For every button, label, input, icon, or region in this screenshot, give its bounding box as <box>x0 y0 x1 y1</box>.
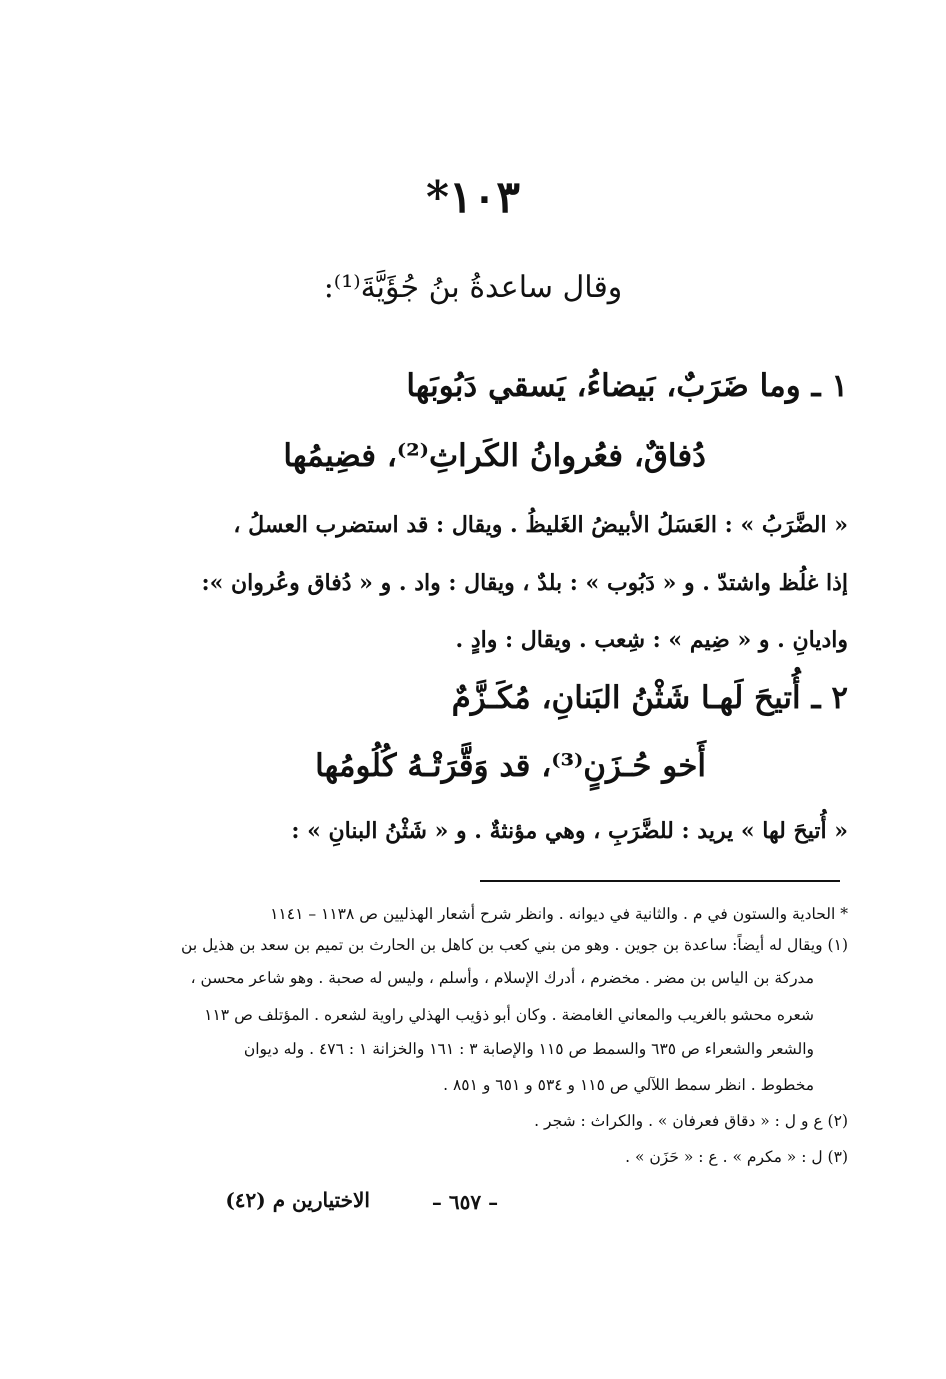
footnote-line: * الحادية والستون في م . والثانية في ديوانه . وانظر شرح أشعار الهذليين ص ١١٣٨ – ١١٤١ <box>270 905 848 923</box>
footnote-line: مخطوط . انظر سمط اللآلي ص ١١٥ و ٥٣٤ و ٦٥١ و ٨٥١ . <box>443 1076 814 1094</box>
book-signature: الاختيارين م (٤٢) <box>225 1188 370 1212</box>
verse-1-second-hemistich: دُفاقٌ، فعُروانُ الكَراثِ⁽²⁾، فضِيمُها <box>283 438 706 474</box>
commentary-line: واديانِ . و « ضِيم » : شِعب . ويقال : وادٍ . <box>455 627 848 653</box>
footnote-line: مدركة بن الياس بن مضر . مخضرم ، أدرك الإسلام ، وأسلم ، وليس له صحبة . وهو شاعر محسن ، <box>190 969 814 987</box>
commentary-line: « الضَّرَبُ » : العَسَلُ الأبيضُ الغَليظُ . ويقال : قد استضرب العسلُ ، <box>233 512 848 538</box>
footnote-divider <box>480 880 840 882</box>
footnote-line: شعره محشو بالغريب والمعاني الغامضة . وكان أبو ذؤيب الهذلي راوية لشعره . المؤتلف ص ١١٣ <box>204 1006 814 1024</box>
page-number: – ٦٥٧ – <box>431 1190 499 1214</box>
commentary-line: إذا غلُظ واشتدّ . و « دَبُوب » : بلدٌ ، ويقال : واد . و « دُفاق وعُروان »: <box>201 570 848 596</box>
poem-title: وقال ساعدةُ بنُ جُؤَيَّةَ⁽¹⁾: <box>323 270 623 305</box>
footnote-line: والشعر والشعراء ص ٦٣٥ والسمط ص ١١٥ والإصابة ٣ : ١٦١ والخزانة ١ : ٤٧٦ . وله ديوان <box>243 1040 814 1058</box>
verse-2-first-hemistich: ٢ ـ أُتيحَ لَهـا شَثْنُ البَنانِ، مُكَـزَّمٌ <box>451 680 848 716</box>
verse-2-second-hemistich: أَخو حُـزَنٍ⁽³⁾، قد وَقَّرَتْـهُ كُلُومُها <box>315 748 706 784</box>
verse-1-first-hemistich: ١ ـ وما ضَرَبٌ، بَيضاءُ، يَسقي دَبُوبَها <box>406 368 848 404</box>
poem-number: ١٠٣* <box>426 172 520 223</box>
footnote-line: (٣) ل : « مكرم » . ع : « حَزَن » . <box>625 1148 848 1166</box>
footnote-line: (١) ويقال له أيضاً: ساعدة بن جوين . وهو من بني كعب بن كاهل بن الحارث بن تميم بن سعد بن هذيل بن <box>181 936 848 954</box>
footnote-line: (٢) ع و ل : « دقاق فعرفان » . والكراث : شجر . <box>534 1112 848 1130</box>
commentary-line: « أُتيحَ لها » يريد : للضَّرَبِ ، وهي مؤنثةٌ . و « شَثْنُ البنانِ » : <box>291 818 848 844</box>
